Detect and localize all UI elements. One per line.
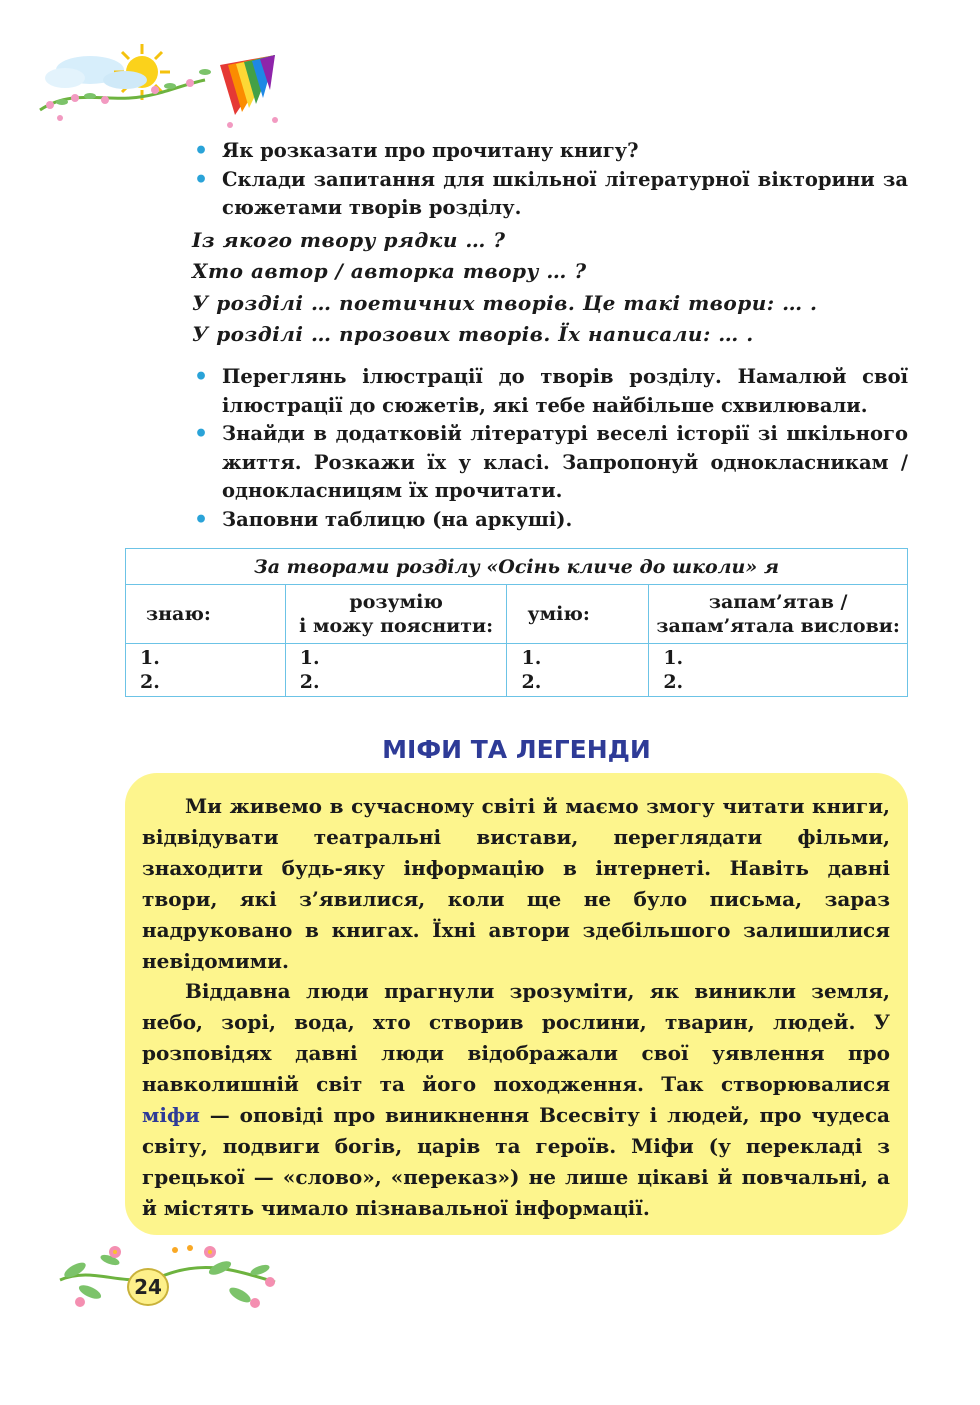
question-line: Із якого твору рядки … ? <box>192 228 506 252</box>
table-caption: За творами розділу «Осінь кличе до школи» я <box>126 549 908 585</box>
highlighted-term: міфи <box>142 1103 200 1128</box>
info-box <box>125 773 908 1235</box>
reflection-table <box>125 548 908 697</box>
bullet-list-top <box>192 137 908 223</box>
flower-garland-decoration-icon <box>55 1240 280 1315</box>
bullet-icon: • <box>194 421 209 447</box>
table-cell: 1. 2. <box>649 644 908 697</box>
list-item: • Знайди в додатковій літературі веселі історії зі шкільного життя. Розкажи їх у класі. Запропонуй однокласникам / однокласницям їх прочитати. <box>194 421 908 502</box>
table-row <box>126 644 908 697</box>
question-line: У розділі … прозових творів. Їх написали: … . <box>192 321 754 346</box>
table-cell: 1. 2. <box>126 644 286 697</box>
list-item: • Склади запитання для шкільної літературної вікторини за сюжетами творів розділу. <box>194 166 908 219</box>
bullet-icon: • <box>194 138 209 164</box>
question-line: У розділі … поетичних творів. Це такі твори: … . <box>192 290 818 315</box>
table-cell: 1. 2. <box>285 644 507 697</box>
bullet-list-bottom <box>192 363 908 534</box>
paragraph: Віддавна люди прагнули зрозуміти, як виникли земля, небо, зорі, вода, хто створив рослини, тварин, людей. У розповідях давні люди відображали свої уявлення про навколишній світ та його походження. Так створювалися міфи — оповіді про виникнення Всесвіту і людей, про чудеса світу, подвиги богів, царів та героїв. Міфи (у перекладі з грецької — «слово», «переказ») не лише цікаві й повчальні, а й містять чимало пізнавальної інформації. <box>142 979 890 1220</box>
table-header-can: умію: <box>507 585 649 644</box>
quiz-question-templates <box>192 225 908 350</box>
table-cell: 1. 2. <box>507 644 649 697</box>
table-header-remembered: запам’ятав / запам’ятала вислови: <box>649 585 908 644</box>
paragraph: Ми живемо в сучасному світі й маємо змогу читати книги, відвідувати театральні вистави, переглядати фільми, знаходити будь-яку інформацію в інтернеті. Навіть давні твори, які з’явилися, коли ще не було письма, зараз надруковано в книгах. Їхні автори здебільшого залишилися невідомими. <box>142 794 890 973</box>
list-item: • Переглянь ілюстрації до творів розділу. Намалюй свої ілюстрації до сюжетів, які тебе найбільше схвилювали. <box>194 364 908 417</box>
list-item: • Як розказати про прочитану книгу? <box>194 138 639 164</box>
section-title: МІФИ ТА ЛЕГЕНДИ <box>382 735 651 764</box>
question-line: Хто автор / авторка твору … ? <box>192 259 587 284</box>
bullet-icon: • <box>194 506 209 533</box>
bullet-icon: • <box>194 166 209 193</box>
table-header-understand: розумію і можу пояснити: <box>285 585 507 644</box>
bullet-icon: • <box>194 364 209 390</box>
list-item: • Заповни таблицю (на аркуші). <box>194 506 573 533</box>
table-header-know: знаю: <box>126 585 286 644</box>
sun-kite-decoration-icon <box>30 40 290 135</box>
page-number: 24 <box>127 1268 169 1306</box>
